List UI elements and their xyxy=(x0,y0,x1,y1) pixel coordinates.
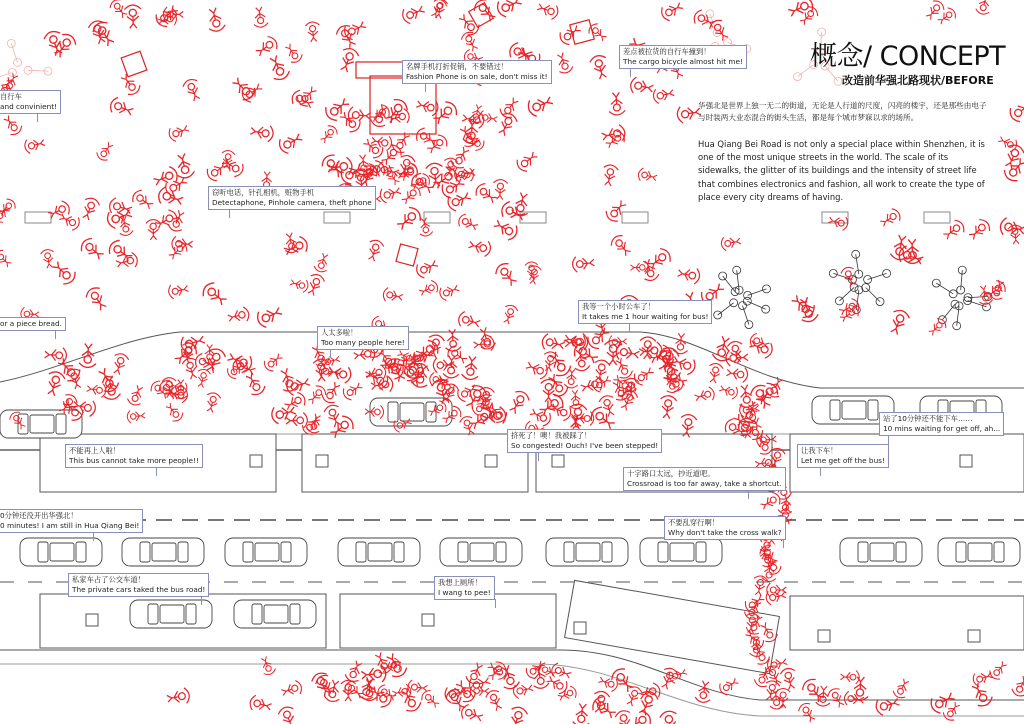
person-with-umbrella-icon xyxy=(988,659,1010,682)
person-with-umbrella-icon xyxy=(591,373,613,394)
person-with-umbrella-icon xyxy=(840,670,859,684)
person-with-umbrella-icon xyxy=(625,709,653,724)
person-with-umbrella-icon xyxy=(514,149,540,174)
speech-bubble xyxy=(0,509,143,533)
person-with-umbrella-icon xyxy=(200,280,230,309)
person-with-umbrella-icon xyxy=(659,710,681,724)
person-with-umbrella-icon xyxy=(126,384,146,407)
person-with-umbrella-icon xyxy=(941,700,963,723)
bus-outline-icon xyxy=(302,434,528,492)
person-with-umbrella-icon xyxy=(79,343,97,368)
person-with-umbrella-icon xyxy=(95,140,116,163)
bubble-text-en: So congested! Ouch! I've been stepped! xyxy=(511,441,659,450)
bubble-text-zh: 名牌手机打折促销，不要错过！ xyxy=(406,62,509,71)
person-with-umbrella-icon xyxy=(227,306,251,325)
car-topview-icon xyxy=(130,600,212,628)
car-topview-icon xyxy=(370,398,452,426)
car-topview-icon xyxy=(938,538,1020,566)
person-with-umbrella-icon xyxy=(512,681,534,699)
person-with-umbrella-icon xyxy=(614,709,635,724)
person-with-umbrella-icon xyxy=(250,123,275,142)
speech-bubble xyxy=(797,444,889,468)
person-with-umbrella-icon xyxy=(167,209,188,233)
person-with-umbrella-icon xyxy=(78,236,106,263)
person-with-umbrella-icon xyxy=(414,256,440,279)
person-with-umbrella-icon xyxy=(1,113,24,137)
person-with-umbrella-icon xyxy=(205,7,227,33)
person-with-umbrella-icon xyxy=(548,400,573,422)
person-with-umbrella-icon xyxy=(892,677,913,700)
person-with-umbrella-icon xyxy=(553,51,574,75)
person-with-umbrella-icon xyxy=(1002,155,1024,184)
person-with-umbrella-icon xyxy=(383,651,409,680)
person-with-umbrella-icon xyxy=(495,0,524,19)
person-with-umbrella-icon xyxy=(1007,97,1024,124)
person-with-umbrella-icon xyxy=(751,575,768,597)
person-with-umbrella-icon xyxy=(460,30,481,53)
person-with-umbrella-icon xyxy=(598,394,618,418)
person-with-umbrella-icon xyxy=(711,335,734,363)
person-with-umbrella-icon xyxy=(394,205,424,234)
person-with-umbrella-icon xyxy=(286,412,308,428)
intro-paragraph-zh: 华强北是世界上独一无二的街道，无论是人行道的尺度，闪亮的楼宇，还是那些由电子与时装两大业态混合的街头生活，都是每个城市梦寐以求的场所。 xyxy=(698,101,987,122)
bicycle-group-icon xyxy=(714,266,771,328)
person-with-umbrella-icon xyxy=(568,390,583,409)
bubble-text-en: I wang to pee! xyxy=(438,588,491,597)
bubble-text-en: and convinient! xyxy=(0,102,58,111)
bubble-text-en: The cargo bicycle almost hit me! xyxy=(623,57,743,66)
person-with-umbrella-icon xyxy=(975,0,993,16)
bubble-text-en: Detectaphone, Pinhole camera, theft phone xyxy=(212,198,372,207)
speech-bubble xyxy=(0,317,66,331)
person-with-umbrella-icon xyxy=(708,18,732,43)
car-topview-icon xyxy=(640,538,722,566)
person-with-umbrella-icon xyxy=(495,111,519,138)
person-with-umbrella-icon xyxy=(305,383,328,406)
person-with-umbrella-icon xyxy=(926,316,948,338)
bubble-text-en: 10 mins waiting for get off, ah... xyxy=(883,424,1001,433)
person-with-umbrella-icon xyxy=(110,352,130,376)
person-with-umbrella-icon xyxy=(541,333,566,353)
person-with-umbrella-icon xyxy=(467,237,492,257)
person-with-umbrella-icon xyxy=(79,196,101,222)
car-topview-icon xyxy=(122,538,204,566)
bubble-text-en: Crossroad is too far away, take a shortcut. xyxy=(627,479,782,488)
person-with-umbrella-icon xyxy=(252,6,269,28)
speech-bubble xyxy=(65,444,203,468)
person-with-umbrella-icon xyxy=(736,384,756,409)
person-with-umbrella-icon xyxy=(167,282,189,300)
shop-signs xyxy=(121,3,594,266)
car-topview-icon xyxy=(546,538,628,566)
bubble-text-zh: 我想上厕所！ xyxy=(438,578,482,587)
person-with-umbrella-icon xyxy=(282,42,304,65)
person-with-umbrella-icon xyxy=(758,491,782,513)
person-with-umbrella-icon xyxy=(181,357,200,381)
person-with-umbrella-icon xyxy=(86,382,107,398)
person-with-umbrella-icon xyxy=(327,363,353,384)
bubble-text-en: Too many people here! xyxy=(321,338,405,347)
person-with-umbrella-icon xyxy=(506,705,529,724)
person-with-umbrella-icon xyxy=(425,133,450,157)
person-with-umbrella-icon xyxy=(163,401,185,424)
person-with-umbrella-icon xyxy=(108,96,135,120)
person-with-umbrella-icon xyxy=(378,184,402,204)
person-with-umbrella-icon xyxy=(194,368,211,389)
person-with-umbrella-icon xyxy=(106,238,135,266)
person-with-umbrella-icon xyxy=(445,188,472,212)
person-with-umbrella-icon xyxy=(491,216,519,242)
bubble-text-zh: 站了10分钟还不能下车…… xyxy=(883,414,973,423)
person-with-umbrella-icon xyxy=(305,413,324,435)
bubble-text-zh: 挤死了！噢！我被踩了！ xyxy=(511,431,592,440)
person-with-umbrella-icon xyxy=(971,668,994,687)
bicycle-group-icon xyxy=(0,39,52,82)
person-with-umbrella-icon xyxy=(242,370,267,397)
person-with-umbrella-icon xyxy=(319,152,347,180)
bicycle-group-icon xyxy=(829,250,890,313)
person-with-umbrella-icon xyxy=(277,705,300,724)
speech-bubble xyxy=(434,576,495,600)
person-with-umbrella-icon xyxy=(493,261,520,289)
speech-bubble xyxy=(578,300,712,324)
person-with-umbrella-icon xyxy=(748,336,775,359)
speech-bubble xyxy=(0,90,61,114)
person-with-umbrella-icon xyxy=(369,103,391,129)
bubble-text-zh: 不能再上人啦！ xyxy=(69,446,121,455)
speech-bubble xyxy=(208,186,376,210)
person-with-umbrella-icon xyxy=(536,0,560,21)
person-with-umbrella-icon xyxy=(564,369,579,389)
person-with-umbrella-icon xyxy=(659,0,685,23)
bubble-text-zh: 让我下车！ xyxy=(801,446,838,455)
person-with-umbrella-icon xyxy=(739,401,760,418)
person-with-umbrella-icon xyxy=(844,691,865,707)
bubble-text-zh: 人太多啦！ xyxy=(321,328,358,337)
person-with-umbrella-icon xyxy=(382,287,404,304)
car-topview-icon xyxy=(338,538,420,566)
bus-outline-icon xyxy=(340,594,556,648)
person-with-umbrella-icon xyxy=(874,694,901,717)
person-with-umbrella-icon xyxy=(878,207,902,230)
person-with-umbrella-icon xyxy=(462,110,485,128)
person-with-umbrella-icon xyxy=(941,218,967,243)
person-with-umbrella-icon xyxy=(788,292,817,321)
person-with-umbrella-icon xyxy=(166,687,190,706)
bubble-text-zh: 自行车 xyxy=(0,92,22,101)
person-with-umbrella-icon xyxy=(443,355,460,378)
person-with-umbrella-icon xyxy=(456,11,482,37)
bubble-text-zh: 私家车占了公交车道！ xyxy=(72,575,145,584)
person-with-umbrella-icon xyxy=(249,694,273,714)
upper-curb-line xyxy=(0,332,1024,388)
person-with-umbrella-icon xyxy=(364,238,384,262)
person-with-umbrella-icon xyxy=(718,382,739,400)
person-with-umbrella-icon xyxy=(57,210,81,232)
bus-outline-icon xyxy=(790,596,1024,650)
person-with-umbrella-icon xyxy=(767,583,787,597)
person-with-umbrella-icon xyxy=(203,391,221,413)
bubble-text-en: 0 minutes! I am still in Hua Qiang Bei! xyxy=(0,521,140,530)
person-with-umbrella-icon xyxy=(526,92,555,118)
person-with-umbrella-icon xyxy=(572,703,591,724)
person-with-umbrella-icon xyxy=(280,679,303,699)
speech-bubble xyxy=(507,429,662,453)
person-with-umbrella-icon xyxy=(282,235,310,259)
person-with-umbrella-icon xyxy=(438,281,461,301)
person-with-umbrella-icon xyxy=(289,276,310,293)
person-with-umbrella-icon xyxy=(511,191,532,217)
person-with-umbrella-icon xyxy=(265,53,291,82)
person-with-umbrella-icon xyxy=(282,391,307,414)
person-with-umbrella-icon xyxy=(597,673,619,692)
person-with-umbrella-icon xyxy=(639,337,656,360)
person-with-umbrella-icon xyxy=(262,351,285,374)
person-with-umbrella-icon xyxy=(182,77,204,103)
person-with-umbrella-icon xyxy=(600,164,619,187)
person-with-umbrella-icon xyxy=(277,130,305,156)
person-with-umbrella-icon xyxy=(608,92,626,115)
car-topview-icon xyxy=(20,538,102,566)
person-with-umbrella-icon xyxy=(652,85,675,104)
speech-bubble xyxy=(402,60,552,84)
person-with-umbrella-icon xyxy=(418,279,440,299)
person-with-umbrella-icon xyxy=(40,249,56,269)
person-with-umbrella-icon xyxy=(84,285,110,313)
person-with-umbrella-icon xyxy=(108,197,134,218)
bubble-text-en: or a piece bread. xyxy=(0,319,62,328)
person-with-umbrella-icon xyxy=(167,122,191,143)
person-with-umbrella-icon xyxy=(695,680,714,704)
person-with-umbrella-icon xyxy=(313,252,332,274)
person-with-umbrella-icon xyxy=(1010,674,1024,698)
person-with-umbrella-icon xyxy=(609,233,634,259)
intro-paragraph-en: Hua Qiang Bei Road is not only a special place within Shenzhen, it is one of the most unique streets in the world. The scale of its sidewalks, the glitter of its buildings and the intensity of street life that combines electronics and fashion, all work to create the type of place every city dreams of having. xyxy=(698,139,985,202)
person-with-umbrella-icon xyxy=(439,175,467,201)
person-with-umbrella-icon xyxy=(658,395,677,419)
bubble-text-en: Fashion Phone is on sale, don't miss it! xyxy=(406,72,548,81)
person-with-umbrella-icon xyxy=(498,95,522,120)
bubble-text-zh: 窃听电话，针孔相机，赃物手机 xyxy=(212,188,315,197)
car-topview-icon xyxy=(234,600,316,628)
person-with-umbrella-icon xyxy=(445,344,469,367)
person-with-umbrella-icon xyxy=(179,332,206,355)
person-with-umbrella-icon xyxy=(258,655,277,677)
car-topview-icon xyxy=(440,538,522,566)
person-with-umbrella-icon xyxy=(473,181,499,206)
person-with-umbrella-icon xyxy=(585,324,612,351)
person-with-umbrella-icon xyxy=(400,2,426,25)
person-with-umbrella-icon xyxy=(500,304,519,326)
person-with-umbrella-icon xyxy=(118,71,143,97)
person-with-umbrella-icon xyxy=(457,311,482,332)
car-topview-icon xyxy=(225,538,307,566)
person-with-umbrella-icon xyxy=(968,680,994,709)
person-with-umbrella-icon xyxy=(146,219,161,240)
speech-bubble xyxy=(68,573,209,597)
person-with-umbrella-icon xyxy=(629,76,654,96)
person-with-umbrella-icon xyxy=(706,362,724,384)
person-with-umbrella-icon xyxy=(890,234,911,261)
person-with-umbrella-icon xyxy=(130,188,156,212)
person-with-umbrella-icon xyxy=(295,84,320,109)
person-with-umbrella-icon xyxy=(928,689,957,716)
person-with-umbrella-icon xyxy=(612,356,634,380)
person-with-umbrella-icon xyxy=(124,5,141,29)
person-with-umbrella-icon xyxy=(0,248,14,270)
person-with-umbrella-icon xyxy=(623,685,643,708)
person-with-umbrella-icon xyxy=(779,667,799,691)
person-with-umbrella-icon xyxy=(387,108,410,127)
bubble-text-zh: 我等一个小时公车了！ xyxy=(582,302,655,311)
person-with-umbrella-icon xyxy=(720,234,741,251)
person-with-umbrella-icon xyxy=(886,308,911,336)
person-with-umbrella-icon xyxy=(589,54,611,81)
person-with-umbrella-icon xyxy=(478,110,498,126)
person-with-umbrella-icon xyxy=(983,278,1007,301)
person-with-umbrella-icon xyxy=(399,183,423,207)
person-with-umbrella-icon xyxy=(493,179,508,200)
person-with-umbrella-icon xyxy=(797,701,819,724)
person-with-umbrella-icon xyxy=(320,380,344,406)
person-with-umbrella-icon xyxy=(456,212,479,233)
person-with-umbrella-icon xyxy=(827,213,849,231)
speech-bubble xyxy=(879,412,1004,436)
bubble-text-en: This bus cannot take more people!! xyxy=(69,456,199,465)
person-with-umbrella-icon xyxy=(255,303,285,329)
bubble-text-en: Let me get off the bus! xyxy=(801,456,885,465)
person-with-umbrella-icon xyxy=(693,386,715,405)
speech-bubble xyxy=(619,45,747,69)
page-subtitle: 改造前华强北路现状/BEFORE xyxy=(842,74,994,87)
bus-outline-icon xyxy=(565,580,780,673)
bubble-text-en: The private cars taked the bus road! xyxy=(72,585,206,594)
person-with-umbrella-icon xyxy=(473,336,494,352)
person-with-umbrella-icon xyxy=(506,389,532,417)
person-with-umbrella-icon xyxy=(1008,225,1023,245)
bubble-text-zh: 0分钟还没开出华强北！ xyxy=(0,511,78,520)
person-with-umbrella-icon xyxy=(726,365,749,383)
person-with-umbrella-icon xyxy=(756,545,777,568)
person-with-umbrella-icon xyxy=(43,370,66,397)
car-topview-icon xyxy=(840,538,922,566)
person-with-umbrella-icon xyxy=(556,685,578,704)
speech-bubble xyxy=(664,516,786,540)
person-with-umbrella-icon xyxy=(127,409,146,423)
bubble-text-en: It takes me 1 hour waiting for bus! xyxy=(582,312,709,321)
person-with-umbrella-icon xyxy=(419,688,441,710)
person-with-umbrella-icon xyxy=(677,265,701,284)
person-with-umbrella-icon xyxy=(966,217,992,243)
person-with-umbrella-icon xyxy=(318,123,340,145)
person-with-umbrella-icon xyxy=(632,364,656,387)
bubble-text-en: Why don't take the cross walk? xyxy=(668,528,782,537)
bubble-text-zh: 十字路口太远，抄近道吧。 xyxy=(627,469,715,478)
person-with-umbrella-icon xyxy=(604,198,630,225)
person-with-umbrella-icon xyxy=(310,670,335,698)
person-with-umbrella-icon xyxy=(572,255,595,273)
person-with-umbrella-icon xyxy=(23,136,46,155)
bubble-text-zh: 不要乱穿行啊！ xyxy=(668,518,720,527)
page-title: 概念/ CONCEPT xyxy=(810,41,1006,72)
bubble-text-zh: 差点被拉货的自行车撞到！ xyxy=(623,47,711,56)
person-with-umbrella-icon xyxy=(637,167,658,184)
person-with-umbrella-icon xyxy=(484,688,505,712)
person-with-umbrella-icon xyxy=(305,21,321,42)
speech-bubble xyxy=(317,326,409,350)
person-with-umbrella-icon xyxy=(173,152,196,179)
person-with-umbrella-icon xyxy=(341,380,365,402)
person-with-umbrella-icon xyxy=(115,252,139,272)
speech-bubble xyxy=(623,467,786,491)
person-with-umbrella-icon xyxy=(717,675,740,697)
person-with-umbrella-icon xyxy=(49,258,78,287)
